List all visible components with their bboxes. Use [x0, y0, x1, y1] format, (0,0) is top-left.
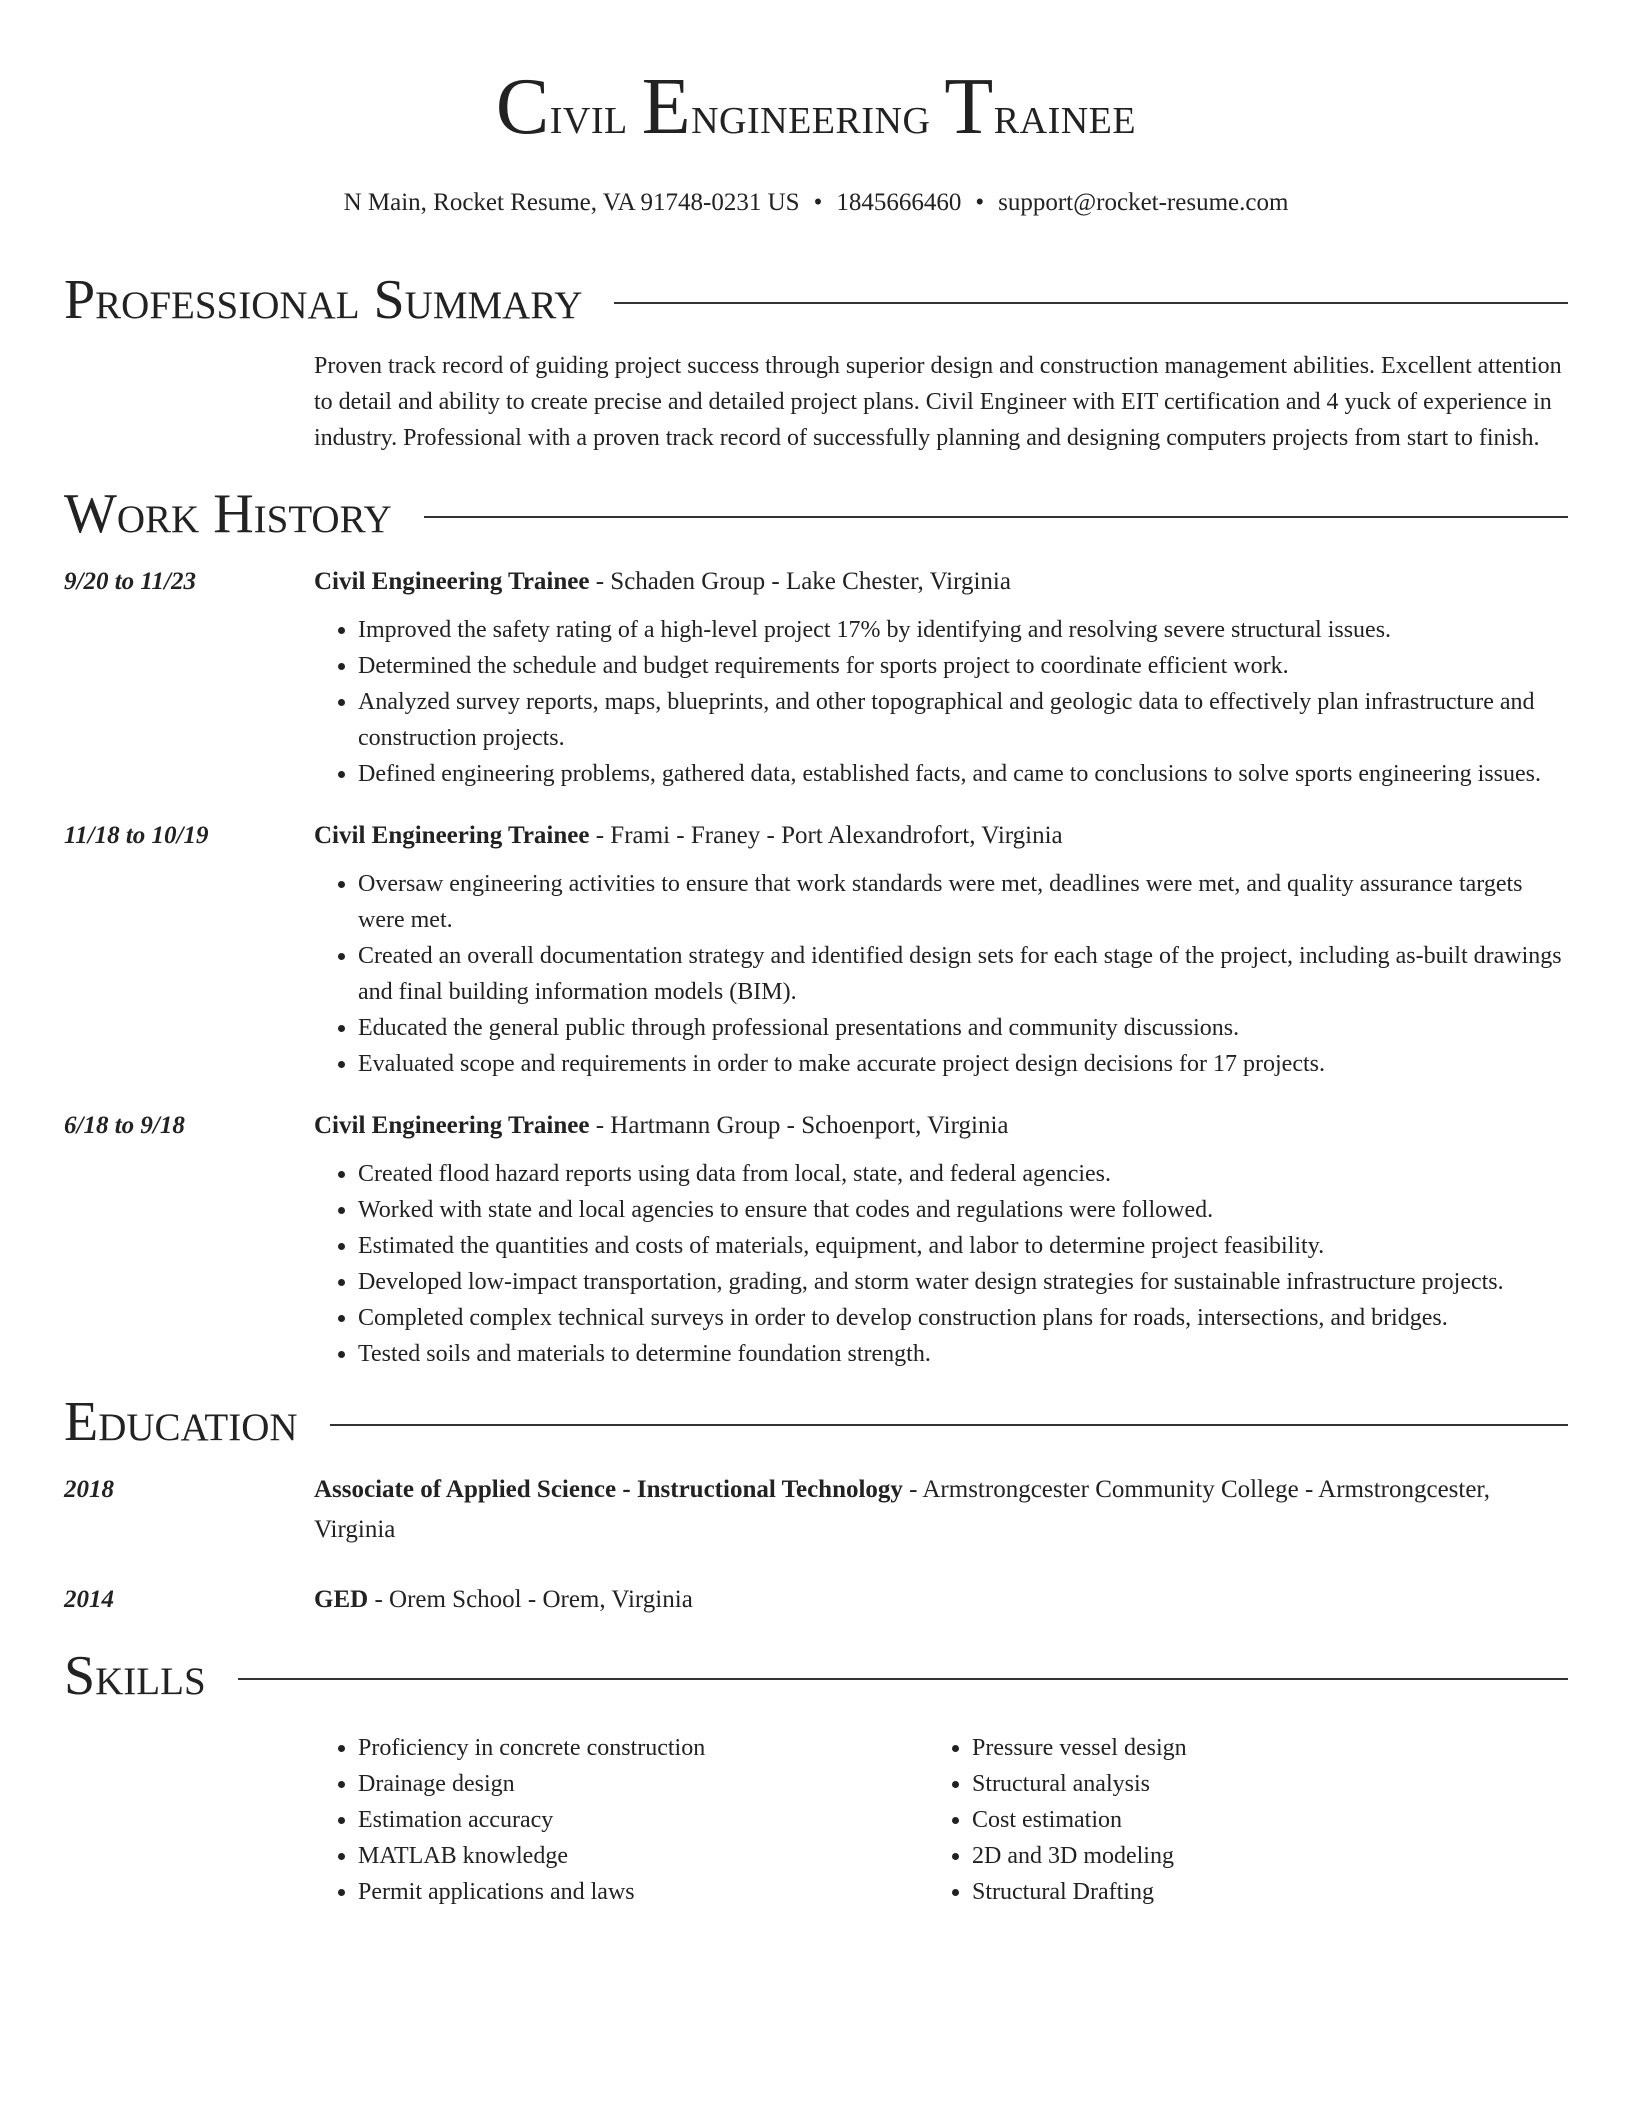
- skills-column-left: [314, 1730, 928, 1910]
- job-title: Civil Engineering Trainee: [314, 822, 590, 849]
- education-section-header: [64, 1392, 1568, 1452]
- list-item: • Educated the general public through professional presentations and community discussions.: [358, 1010, 1568, 1046]
- list-item: • Analyzed survey reports, maps, blueprints, and other topographical and geologic data to effectively plan infrastructure and construction projects.: [358, 684, 1568, 756]
- list-item: • Structural analysis: [972, 1766, 1542, 1802]
- job-body: [314, 562, 1568, 792]
- job-entry: [64, 1106, 1568, 1372]
- summary-heading: Professional Summary: [64, 269, 583, 331]
- education-title-line: [314, 1580, 1568, 1620]
- section-divider: [238, 1678, 1568, 1680]
- list-item: • Tested soils and materials to determine foundation strength.: [358, 1336, 1568, 1372]
- education-entry: [64, 1470, 1568, 1550]
- list-item: • MATLAB knowledge: [358, 1838, 928, 1874]
- work-heading: Work History: [64, 483, 392, 545]
- job-details: - Hartmann Group - Schoenport, Virginia: [589, 1112, 1009, 1139]
- list-item: • Determined the schedule and budget requirements for sports project to coordinate efficient work.: [358, 648, 1568, 684]
- page-title: [64, 0, 1568, 160]
- section-divider: [330, 1424, 1568, 1426]
- job-entry: [64, 562, 1568, 792]
- education-details: - Orem School - Orem, Virginia: [368, 1586, 693, 1613]
- skills-column-right: [928, 1730, 1542, 1910]
- list-item: • Proficiency in concrete construction: [358, 1730, 928, 1766]
- education-body: [314, 1470, 1568, 1550]
- list-item: • Oversaw engineering activities to ensure that work standards were met, deadlines were met, and quality assurance targets were met.: [358, 866, 1568, 938]
- list-item: • Completed complex technical surveys in order to develop construction plans for roads, intersections, and bridges.: [358, 1300, 1568, 1336]
- job-bullets: [314, 1156, 1568, 1372]
- job-date: 9/20 to 11/23: [64, 568, 196, 595]
- list-item: • Drainage design: [358, 1766, 928, 1802]
- job-date: 6/18 to 9/18: [64, 1112, 185, 1139]
- list-item: • 2D and 3D modeling: [972, 1838, 1542, 1874]
- list-item: • Estimation accuracy: [358, 1802, 928, 1838]
- list-item: • Created an overall documentation strategy and identified design sets for each stage of the project, including as-built drawings and final building information models (BIM).: [358, 938, 1568, 1010]
- job-bullets: [314, 866, 1568, 1082]
- section-divider: [424, 516, 1568, 518]
- title-word-3: Trainee: [944, 63, 1137, 151]
- job-body: [314, 1106, 1568, 1372]
- contact-separator: •: [975, 189, 985, 216]
- education-heading: Education: [64, 1391, 298, 1453]
- education-date: 2014: [64, 1586, 114, 1613]
- list-item: • Permit applications and laws: [358, 1874, 928, 1910]
- education-body: [314, 1580, 1568, 1620]
- list-item: • Improved the safety rating of a high-level project 17% by identifying and resolving severe structural issues.: [358, 612, 1568, 648]
- summary-section-header: [64, 270, 1568, 330]
- list-item: • Created flood hazard reports using data from local, state, and federal agencies.: [358, 1156, 1568, 1192]
- job-title: Civil Engineering Trainee: [314, 1112, 590, 1139]
- contact-separator: •: [813, 189, 823, 216]
- list-item: • Worked with state and local agencies to ensure that codes and regulations were followed.: [358, 1192, 1568, 1228]
- job-date: 11/18 to 10/19: [64, 822, 209, 849]
- job-bullets: [314, 612, 1568, 792]
- education-date: 2018: [64, 1476, 114, 1503]
- education-degree: GED: [314, 1586, 369, 1613]
- job-title-line: [314, 1106, 1568, 1146]
- work-section-header: [64, 484, 1568, 544]
- summary-text: Proven track record of guiding project success through superior design and construction management abilities. Excellent attention to detail and ability to create precise and detailed project plans. Civil Engineer with EIT certification and 4 yuck of experience in industry. Professional with a proven track record of successfully planning and designing computers projects from start to finish.: [314, 353, 1562, 451]
- section-divider: [614, 302, 1568, 304]
- list-item: • Structural Drafting: [972, 1874, 1542, 1910]
- list-item: • Defined engineering problems, gathered data, established facts, and came to conclusions to solve sports engineering issues.: [358, 756, 1568, 792]
- job-entry: [64, 816, 1568, 1082]
- contact-phone: 1845666460: [836, 189, 962, 216]
- education-title-line: [314, 1470, 1568, 1550]
- list-item: • Pressure vessel design: [972, 1730, 1542, 1766]
- job-body: [314, 816, 1568, 1082]
- skills-heading: Skills: [64, 1645, 206, 1707]
- skills-section-header: [64, 1646, 1568, 1706]
- job-title-line: [314, 816, 1568, 856]
- skills-list: [314, 1730, 1568, 1910]
- job-details: - Schaden Group - Lake Chester, Virginia: [589, 568, 1011, 595]
- list-item: • Estimated the quantities and costs of materials, equipment, and labor to determine project feasibility.: [358, 1228, 1568, 1264]
- education-entry: [64, 1580, 1568, 1620]
- list-item: • Cost estimation: [972, 1802, 1542, 1838]
- education-details: - Armstrongcester Community College - Armstrongcester, Virginia: [314, 1476, 1491, 1543]
- list-item: • Evaluated scope and requirements in order to make accurate project design decisions for 17 projects.: [358, 1046, 1568, 1082]
- title-word-2: Engineering: [641, 63, 945, 151]
- contact-email: support@rocket-resume.com: [998, 189, 1289, 216]
- list-item: • Developed low-impact transportation, grading, and storm water design strategies for sustainable infrastructure projects.: [358, 1264, 1568, 1300]
- contact-address: N Main, Rocket Resume, VA 91748-0231 US: [343, 189, 800, 216]
- job-title-line: [314, 562, 1568, 602]
- title-word-1: Civil: [495, 63, 642, 151]
- job-details: - Frami - Franey - Port Alexandrofort, Virginia: [589, 822, 1063, 849]
- job-title: Civil Engineering Trainee: [314, 568, 590, 595]
- education-degree: Associate of Applied Science - Instructional Technology: [314, 1476, 903, 1503]
- contact-line: [64, 188, 1568, 218]
